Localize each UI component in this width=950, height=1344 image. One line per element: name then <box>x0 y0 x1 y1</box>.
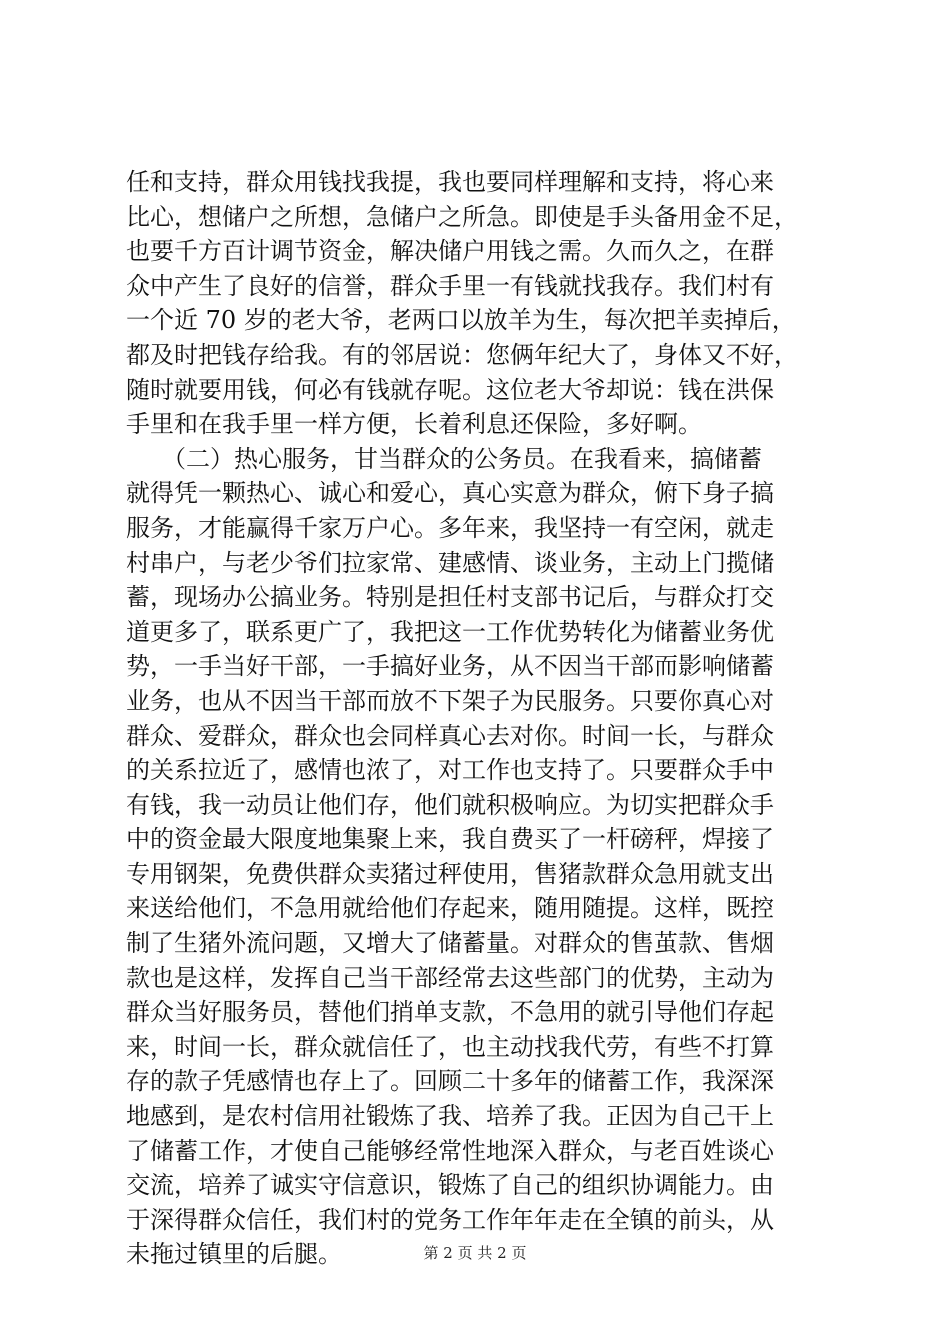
text-line: 村串户，与老少爷们拉家常、建感情、谈业务，主动上门揽储 <box>126 548 774 577</box>
body-text <box>126 165 826 1272</box>
text-line: 群众当好服务员，替他们捎单支款，不急用的就引导他们存起 <box>126 998 774 1027</box>
text-line: 中的资金最大限度地集聚上来，我自费买了一杆磅秤，焊接了 <box>126 825 774 854</box>
text-line: 交流，培养了诚实守信意识，锻炼了自己的组织协调能力。由 <box>126 1171 774 1200</box>
text-line: 蓄，现场办公搞业务。特别是担任村支部书记后，与群众打交 <box>126 583 774 612</box>
text-line: 道更多了，联系更广了，我把这一工作优势转化为储蓄业务优 <box>126 617 774 646</box>
text-line: 服务，才能赢得千家万户心。多年来，我坚持一有空闲，就走 <box>126 513 774 542</box>
text-line: 都及时把钱存给我。有的邻居说：您俩年纪大了，身体又不好， <box>126 340 798 369</box>
text-line: 业务，也从不因当干部而放不下架子为民服务。只要你真心对 <box>126 686 774 715</box>
text-line: 比心，想储户之所想，急储户之所急。即使是手头备用金不足， <box>126 202 798 231</box>
page-footer <box>0 1243 950 1263</box>
text-line: 存的款子凭感情也存上了。回顾二十多年的储蓄工作，我深深 <box>126 1067 774 1096</box>
text-line: （二）热心服务，甘当群众的公务员。在我看来，搞储蓄 <box>126 444 762 473</box>
text-line: 来送给他们，不急用就给他们存起来，随用随提。这样，既控 <box>126 894 774 923</box>
text-line: 于深得群众信任，我们村的党务工作年年走在全镇的前头，从 <box>126 1205 774 1234</box>
text-line: 群众、爱群众，群众也会同样真心去对你。时间一长，与群众 <box>126 721 774 750</box>
text-line: 有钱，我一动员让他们存，他们就积极响应。为切实把群众手 <box>126 790 774 819</box>
text-line: 就得凭一颗热心、诚心和爱心，真心实意为群众，俯下身子搞 <box>126 479 774 508</box>
text-line: 地感到，是农村信用社锻炼了我、培养了我。正因为自己干上 <box>126 1102 774 1131</box>
text-line: 众中产生了良好的信誉，群众手里一有钱就找我存。我们村有 <box>126 271 774 300</box>
text-line: 制了生猪外流问题，又增大了储蓄量。对群众的售茧款、售烟 <box>126 929 774 958</box>
text-line: 款也是这样，发挥自己当干部经常去这些部门的优势，主动为 <box>126 963 774 992</box>
text-line: 了储蓄工作，才使自己能够经常性地深入群众，与老百姓谈心 <box>126 1136 774 1165</box>
text-line: 未拖过镇里的后腿。 <box>126 1240 342 1269</box>
text-line: 一个近 70 岁的老大爷，老两口以放羊为生，每次把羊卖掉后， <box>126 306 796 335</box>
text-line: 的关系拉近了，感情也浓了，对工作也支持了。只要群众手中 <box>126 756 774 785</box>
text-line: 手里和在我手里一样方便，长着利息还保险，多好啊。 <box>126 410 702 439</box>
text-line: 势，一手当好干部，一手搞好业务，从不因当干部而影响储蓄 <box>126 652 774 681</box>
text-line: 任和支持，群众用钱找我提，我也要同样理解和支持，将心来 <box>126 168 774 196</box>
text-line: 专用钢架，免费供群众卖猪过秤使用，售猪款群众急用就支出 <box>126 859 774 888</box>
page-number-label: 第 2 页 共 2 页 <box>423 1244 527 1262</box>
text-line: 来，时间一长，群众就信任了，也主动找我代劳，有些不打算 <box>126 1032 774 1061</box>
text-line: 随时就要用钱，何必有钱就存呢。这位老大爷却说：钱在洪保 <box>126 375 774 404</box>
text-line: 也要千方百计调节资金，解决储户用钱之需。久而久之，在群 <box>126 237 774 266</box>
